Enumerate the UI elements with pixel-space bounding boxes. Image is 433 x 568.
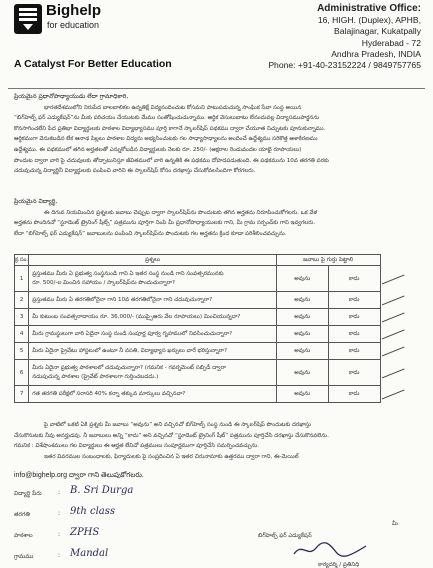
colon: : (58, 531, 61, 538)
header-divider (8, 88, 425, 89)
intro-line: కొనసాగించలేని పేద ప్రతిభా విద్యార్థులకు పాఠశాల విద్యాభ్యాసము పూర్తి కాగానే స్కాలర్‌షిప్ పథకము ద్వారా చేయూత నిచ్చుటకు పూనుకున్నాము. (14, 125, 326, 132)
bighelp-logo-icon (14, 4, 42, 34)
question-cell (29, 309, 276, 326)
salutation: ప్రియమైన ప్రధానోపాధ్యాయుడు లేదా గ్రామాధికారి, (14, 93, 129, 100)
tagline: A Catalyst For Better Education (14, 58, 172, 70)
answer-no[interactable]: కాదు (328, 309, 380, 326)
col-number-header: క్ర.సం. (15, 255, 29, 266)
question-text: మీరు గ్రామస్థులుగా వారి ఏదైనా సంస్థ నుండి సంపూర్ణ పూర్వ గృహములో నివసించుచున్నారా? (32, 330, 233, 337)
question-text: ప్రస్తుతము మీరు ఏ ప్రభుత్వ సంస్థనుండి గాని ఏ ఇతర సంస్థ నుండి గాని సంవత్సరమునకు (32, 271, 224, 278)
table-header-row (15, 255, 425, 266)
question-cell (29, 292, 276, 309)
intro-line: “బిగ్‌హెల్ప్ ఫర్ ఎడ్యుకేషన్”ను మీకు పరిచయం చేయుటకు మేము సంతోషించుచున్నాము. ఆర్థిక వెసులుబాటు లేనందువల్ల విద్యాసముపార్జనను (14, 115, 320, 122)
answer-yes[interactable]: అవును (276, 309, 328, 326)
village-label: గ్రామము (14, 554, 34, 560)
student-section (14, 197, 424, 239)
address-line: Balajinagar, Kukatpally (334, 26, 421, 37)
letter-intro (14, 92, 424, 177)
table-row (15, 266, 425, 292)
address-line: 16, HIGH. (Duplex), APHB, (317, 15, 421, 25)
answer-yes[interactable]: అవును (276, 343, 328, 360)
col-question-header: ప్రశ్నలు (29, 255, 276, 266)
checkmark-icon (381, 273, 404, 284)
closing-yours: మీ (392, 521, 398, 527)
question-cell (29, 343, 276, 360)
answer-no[interactable]: కాదు (328, 292, 380, 309)
intro-line: ఆర్థికముగా వెనుకబడిన లేక ఆనాథ పిల్లలు పాఠశాల విద్యను అభ్యసించుటకు గల సాధ్యాసాధ్యాలను అందించే ఉద్దేశ్యము సరికొత్త ఆశాకిరణము (14, 136, 318, 143)
question-cell (29, 266, 276, 292)
answer-yes[interactable]: అవును (276, 326, 328, 343)
row-number: 2 (15, 292, 29, 309)
village-value[interactable]: Mandal (70, 548, 109, 559)
school-value[interactable]: ZPHS (70, 527, 100, 538)
checkmark-icon (381, 346, 404, 357)
table-row (15, 386, 425, 403)
office-title: Administrative Office: (317, 3, 421, 14)
address-block (251, 2, 421, 71)
school-label: పాఠశాల (14, 533, 33, 539)
question-cell (29, 360, 276, 386)
answer-yes[interactable]: అవును (276, 292, 328, 309)
question-cell (29, 386, 276, 403)
answer-no[interactable]: కాదు (328, 360, 380, 386)
closing-line: ఇతర వివరముల సంబంధాలకు, ఫిర్యాదులకు పై సంప్రదించిన ఏ ఇతర చిరునామాకు ఉత్తరము ద్వారా గాని, ఈ-మెయిల్ (44, 453, 299, 460)
class-value[interactable]: 9th class (70, 506, 116, 517)
table-row (15, 360, 425, 386)
student-salutation: ప్రియమైన విద్యార్థి, (14, 198, 58, 205)
answer-no[interactable]: కాదు (328, 343, 380, 360)
checkmark-icon (381, 312, 404, 323)
student-line: ఈ దిగువ నియమించిన ప్రశ్నలకు జవాబు చెప్పుట ద్వారా స్కాలర్‌షిప్‌ను పొందుటకు తగిన అర్హతను నిరూపించుకోగలరు. ఒక వేళ (44, 209, 318, 216)
colon: : (58, 489, 61, 496)
class-label: తరగతి (14, 512, 30, 518)
student-line: లేదా “బిగ్‌హెల్ప్ ఫర్ ఎడ్యుకేషన్” జవాబులను పంపించి స్కాలర్‌షిప్‌ను పొందుటకు గల అర్హతను క్రింద కూడా పరిశీలించవచ్చును. (14, 230, 287, 237)
row-number: 6 (15, 360, 29, 386)
organization-sign: బిగ్‌హెల్ప్ ఫర్ ఎడ్యుకేషన్ (258, 533, 312, 539)
colon: : (58, 552, 61, 559)
answer-yes[interactable]: అవును (276, 266, 328, 292)
question-text: ప్రస్తుతము మీరు ఏ తరగతిలోనైనా గాని 10వ తరగతిలోనైనా గాని చదువుచున్నారా? (32, 296, 213, 303)
question-text: రూ. 500/-ల మించిన సహాయం / స్కాలర్‌షిప్‌ను పొందుచున్నారా? (32, 279, 175, 286)
student-name-value[interactable]: B. Sri Durga (70, 485, 134, 496)
contact-email-line: info@bighelp.org ద్వారా గాని తెలుపుకోగలరు. (14, 472, 144, 479)
intro-line: ఉద్దేశ్యము. ఈ పథకములో తగిన అర్హతలతో ఎన్నుకోబడిన విద్యార్థులకు నెలకు రూ. 250/- (ఆక్షరాల రెండువందల యాభై రూపాయలు) (14, 146, 302, 153)
handwritten-signature (290, 540, 370, 560)
answer-no[interactable]: కాదు (328, 386, 380, 403)
question-cell (29, 326, 276, 343)
question-text: నడుపుచున్న పాఠశాల (ప్రైవేట్ పాఠశాలగా గుర్తించబడదు.) (32, 373, 159, 380)
phone-line: Phone: +91-40-23152224 / 9849757765 (268, 60, 421, 71)
closing-line: చేసుకొనుటకు నీవు అనర్హుడవు. నీ జవాబులు అన్ని “కాదు” అని వచ్చినచో “స్టూడెంట్ ట్రైనింగ్ షీట్” పత్రమును పూర్తిచేసి దరఖాస్తు చేసుకొనవలెను. (14, 432, 329, 439)
signatory-role: కార్యదర్శి / ప్రతినిధి (318, 562, 360, 568)
answer-yes[interactable]: అవును (276, 386, 328, 403)
row-number: 5 (15, 343, 29, 360)
student-name-label: విద్యార్థి పేరు (14, 491, 42, 497)
checkmark-icon (381, 295, 404, 306)
question-text: మీరు ఏదైనా ప్రైవేటు హాస్టలులో ఉంటూ నీ వసతి, విద్యాభ్యాస ఖర్చులు వారే భరిస్తున్నారా? (32, 347, 227, 354)
brand-name: Bighelp (46, 2, 101, 19)
answer-yes[interactable]: అవును (276, 360, 328, 386)
row-number: 7 (15, 386, 29, 403)
address-line: Andhra Pradesh, INDIA (331, 48, 421, 59)
question-text: గత తరగతి పరీక్షలో సరాసరి 40% కన్నా తక్కువ మార్కులు వచ్చినవా? (32, 390, 186, 397)
answer-no[interactable]: కాదు (328, 266, 380, 292)
checkmark-icon (381, 389, 404, 400)
colon: : (58, 510, 61, 517)
row-number: 4 (15, 326, 29, 343)
answer-no[interactable]: కాదు (328, 326, 380, 343)
row-number: 1 (15, 266, 29, 292)
col-answer-header: జవాబు పై గుర్తు పెట్టాలి (276, 255, 380, 266)
intro-line: భారతదేశములోని నిరుపేద బాలబాలికల ఉన్నతిక్షే విద్యనందించుట కోసమని పాటుపడుచున్న సాంఘిక సేవా సంస్థ అయిన (44, 104, 302, 111)
table-row (15, 309, 425, 326)
question-text: మీ కుటుంబ సంవత్సరాదాయం రూ. 36,000/- (ముప్పైఆరు వేల రూపాయలు) మించియున్నదా? (32, 313, 241, 320)
closing-line: గమనిక : విశేషాంశములు గల విద్యార్థులు ఈ ఆర్హత లేనిచో పత్రములు సంపూర్ణముగా పూర్తిచేసి సమర్పించవచ్చును. (14, 443, 260, 450)
intro-line: పొందుట ద్వారా వారి పై చదువులకు తోడ్పాటునిస్తూ జీవితములో వారి ఉన్నతికి ఈ పథకము దోహదపడుతుంది. ఈ పథకమును 10వ తరగతి వరకు (14, 157, 329, 164)
closing-line: పై వాటిలో ఒకటి ఏకి ప్రశ్నకు మీ జవాబు “అవును” అని వచ్చినచో బిగ్‌హెల్ప్ సంస్థ నుండి ఈ స్కాలర్‌షిప్ పొందుటకు దరఖాస్తు (44, 422, 311, 428)
student-line: అర్హతను పొందినచో “స్టూడెంట్ ట్రైనింగ్ షీట్స్” పత్రమును పూర్తిగా నింపి మీ ప్రధానోపాధ్యాయులకు గాని, మీ గ్రామ సర్పంచ్‌కు గాని ఇవ్వగలరు. (14, 220, 316, 227)
table-row (15, 292, 425, 309)
address-line: Hyderabad - 72 (361, 37, 421, 48)
checkmark-icon (381, 329, 404, 340)
checkmark-icon (381, 367, 404, 378)
table-row (15, 326, 425, 343)
brand-subtitle: for education (47, 20, 100, 30)
intro-line: చదువుచున్న విద్యార్థినీ విద్యార్థులకు పంపించి వారిని ఈ స్కాలర్‌షిప్ కోసం దరఖాస్తు చేసుకోవలసిందిగా కోరగలరు. (14, 168, 256, 175)
table-row (15, 343, 425, 360)
question-text: మీరు ఏదైనా ప్రభుత్వ పాఠశాలలో చదువుచున్నారా? (గమనిక - గవర్నమెంట్ సబ్సిడీ ద్వారా (32, 365, 226, 372)
closing-section (14, 420, 424, 462)
eligibility-table (14, 254, 424, 403)
row-number: 3 (15, 309, 29, 326)
